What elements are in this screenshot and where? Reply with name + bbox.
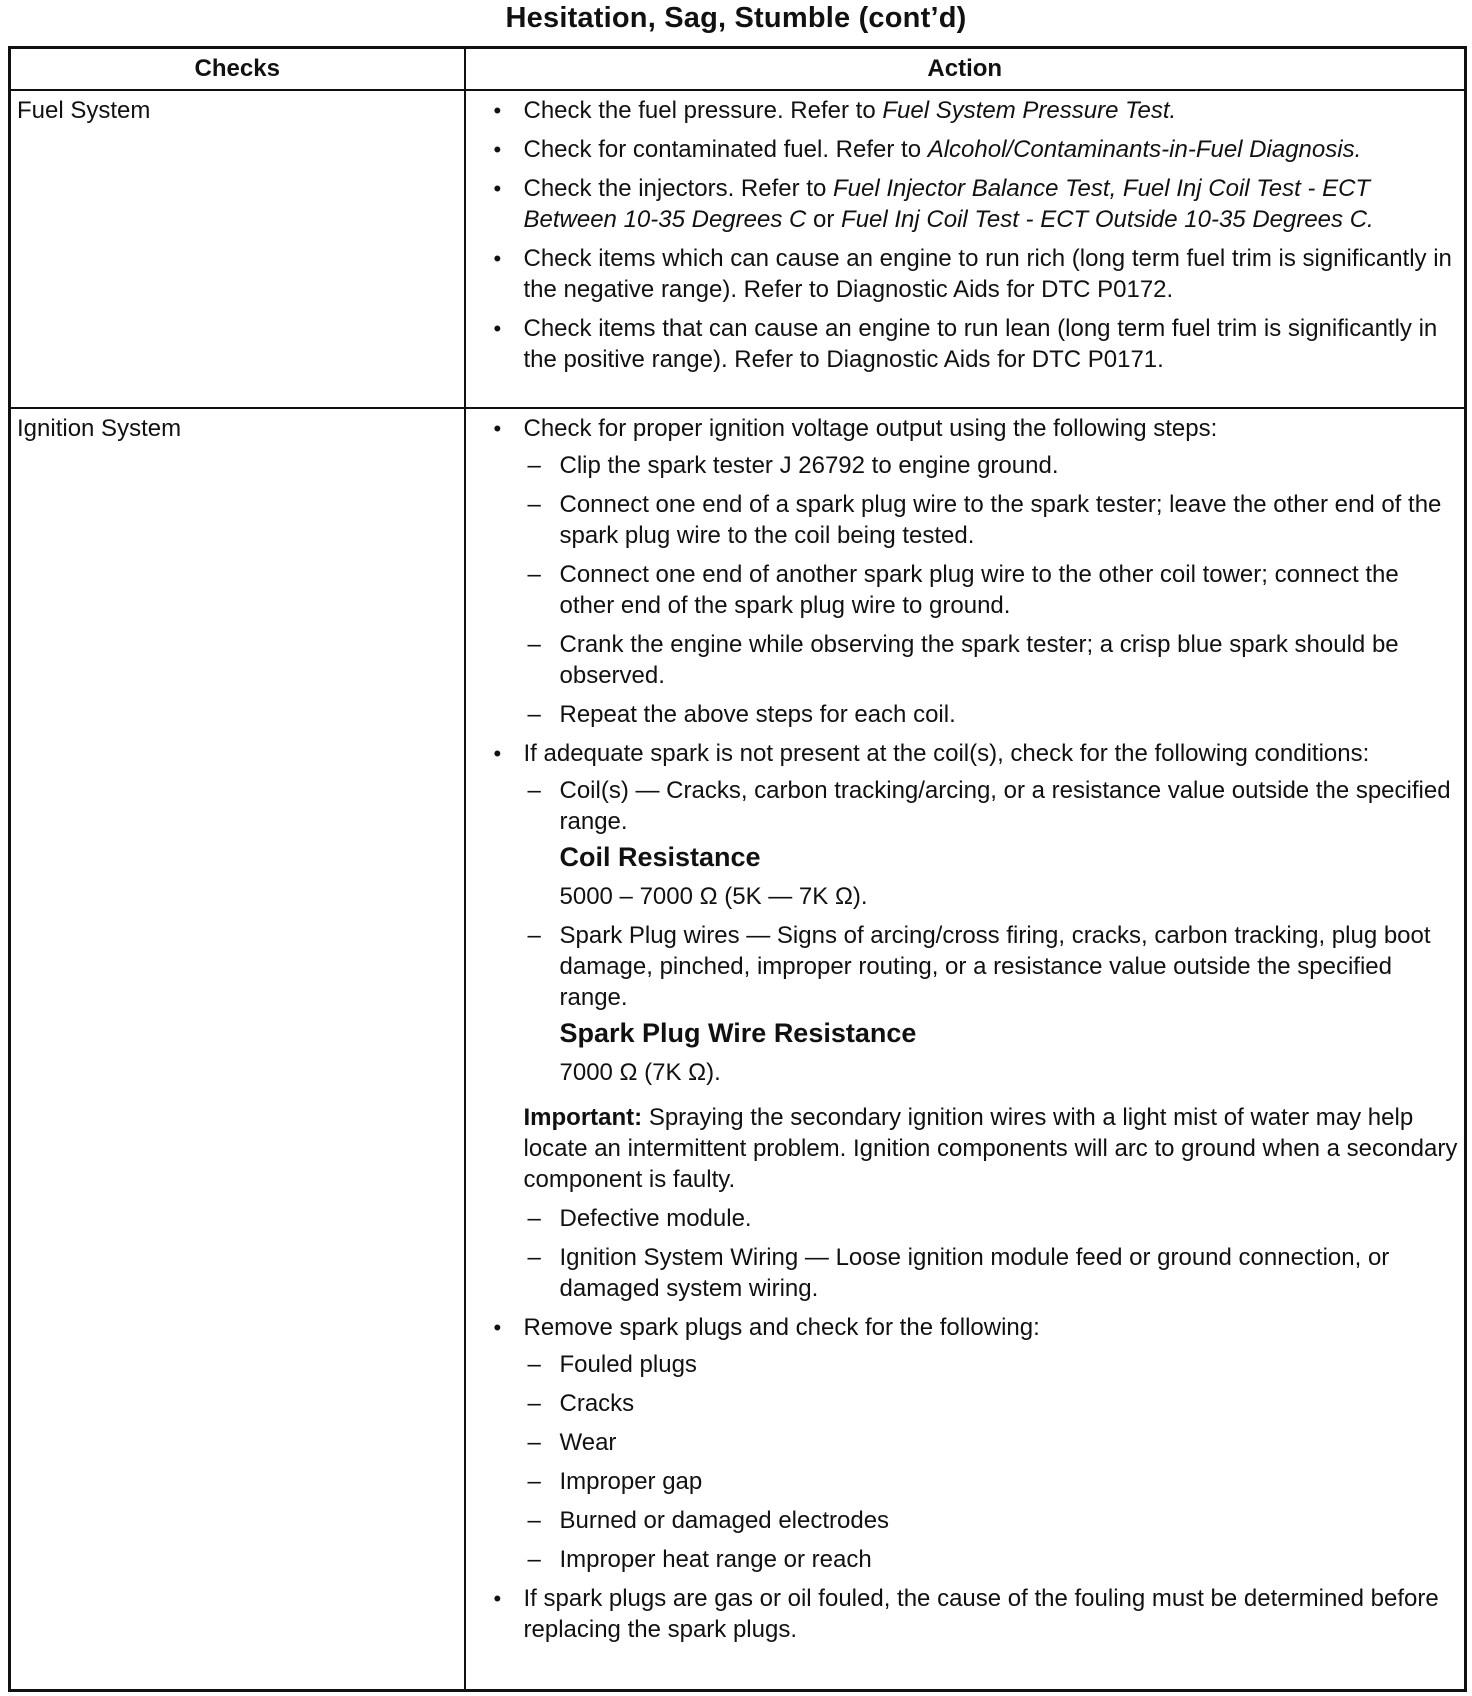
action-header: Action — [465, 48, 1466, 91]
ref-contaminants-diagnosis: Alcohol/Contaminants-in-Fuel Diagnosis. — [927, 136, 1362, 163]
text: Remove spark plugs and check for the following: — [523, 1314, 1040, 1341]
coil-resistance-value: 5000 – 7000 Ω (5K — 7K Ω). — [559, 883, 868, 910]
text: Check the fuel pressure. Refer to — [523, 97, 883, 124]
list-item: – Cracks — [524, 1388, 1459, 1419]
fuel-bullet-lean: • Check items that can cause an engine to run lean (long term fuel trim is significantly in the positive range). Refer to Diagnostic Aids for DTC P0171. — [490, 313, 1459, 375]
list-item: – Connect one end of another spark plug wire to the other coil tower; connect the other end of the spark plug wire to ground. — [524, 559, 1459, 621]
text: If adequate spark is not present at the coil(s), check for the following conditions: — [523, 740, 1370, 767]
ref-coil-test-outside: Fuel Inj Coil Test - ECT Outside 10-35 Degrees C. — [841, 206, 1374, 233]
action-fuel-system — [465, 90, 1466, 408]
header-row — [10, 48, 1466, 91]
list-item: – Clip the spark tester J 26792 to engine ground. — [524, 450, 1459, 481]
page-title: Hesitation, Sag, Stumble (cont’d) — [505, 2, 967, 34]
list-item: – Fouled plugs — [524, 1349, 1459, 1380]
table-row-ignition-system — [10, 408, 1466, 1691]
ignition-bullet-inadequate-spark — [490, 738, 1459, 1304]
list-item: – Defective module. — [524, 1203, 1459, 1234]
text: Check for proper ignition voltage output using the following steps: — [523, 415, 1218, 442]
ref-fuel-pressure-test: Fuel System Pressure Test. — [882, 97, 1177, 124]
text: Check for contaminated fuel. Refer to — [523, 136, 928, 163]
text: – Spark Plug wires — Signs of arcing/cross firing, cracks, carbon tracking, plug boot damage, pinched, improper routing, or a resistance value outside the specified range. — [559, 922, 1431, 1011]
text: Check the injectors. Refer to — [523, 175, 833, 202]
list-item: – Crank the engine while observing the spark tester; a crisp blue spark should be observed. — [524, 629, 1459, 691]
ignition-bullet-remove-plugs — [490, 1312, 1459, 1575]
fuel-bullet-contaminated — [490, 134, 1459, 165]
wire-resistance-heading: Spark Plug Wire Resistance — [559, 1018, 917, 1048]
list-item: – Wear — [524, 1427, 1459, 1458]
checks-header: Checks — [10, 48, 465, 91]
important-note — [524, 1102, 1459, 1195]
list-item-coils — [524, 775, 1459, 912]
fuel-bullet-injectors — [490, 173, 1459, 235]
check-fuel-system: Fuel System — [10, 90, 465, 408]
text: Spraying the secondary ignition wires with a light mist of water may help locate an intermittent problem. Ignition components will arc to ground when a secondary component is faulty. — [523, 1104, 1458, 1193]
list-item: – Improper gap — [524, 1466, 1459, 1497]
list-item: – Repeat the above steps for each coil. — [524, 699, 1459, 730]
important-label: Important: — [523, 1104, 643, 1131]
text: or — [806, 206, 842, 233]
text: – Coil(s) — Cracks, carbon tracking/arcing, or a resistance value outside the specified range. — [559, 777, 1451, 835]
ref-injector-tests: Fuel Injector Balance Test, Fuel Inj Coil Test - ECT Between 10-35 Degrees C — [523, 175, 1371, 233]
check-ignition-system: Ignition System — [10, 408, 465, 1691]
list-item: – Burned or damaged electrodes — [524, 1505, 1459, 1536]
list-item: – Connect one end of a spark plug wire to the spark tester; leave the other end of the spark plug wire to the coil being tested. — [524, 489, 1459, 551]
wire-resistance-value: 7000 Ω (7K Ω). — [559, 1059, 721, 1086]
diagnosis-table — [8, 46, 1467, 1692]
ignition-bullet-voltage-output — [490, 413, 1459, 730]
ignition-bullet-fouled: • If spark plugs are gas or oil fouled, the cause of the fouling must be determined before replacing the spark plugs. — [490, 1583, 1459, 1645]
fuel-bullet-pressure — [490, 95, 1459, 126]
fuel-bullet-rich: • Check items which can cause an engine to run rich (long term fuel trim is significantly in the negative range). Refer to Diagnostic Aids for DTC P0172. — [490, 243, 1459, 305]
coil-resistance-heading: Coil Resistance — [559, 842, 761, 872]
list-item: – Improper heat range or reach — [524, 1544, 1459, 1575]
action-ignition-system — [465, 408, 1466, 1691]
list-item: – Ignition System Wiring — Loose ignition module feed or ground connection, or damaged system wiring. — [524, 1242, 1459, 1304]
list-item-spark-plug-wires — [524, 920, 1459, 1088]
table-row-fuel-system — [10, 90, 1466, 408]
